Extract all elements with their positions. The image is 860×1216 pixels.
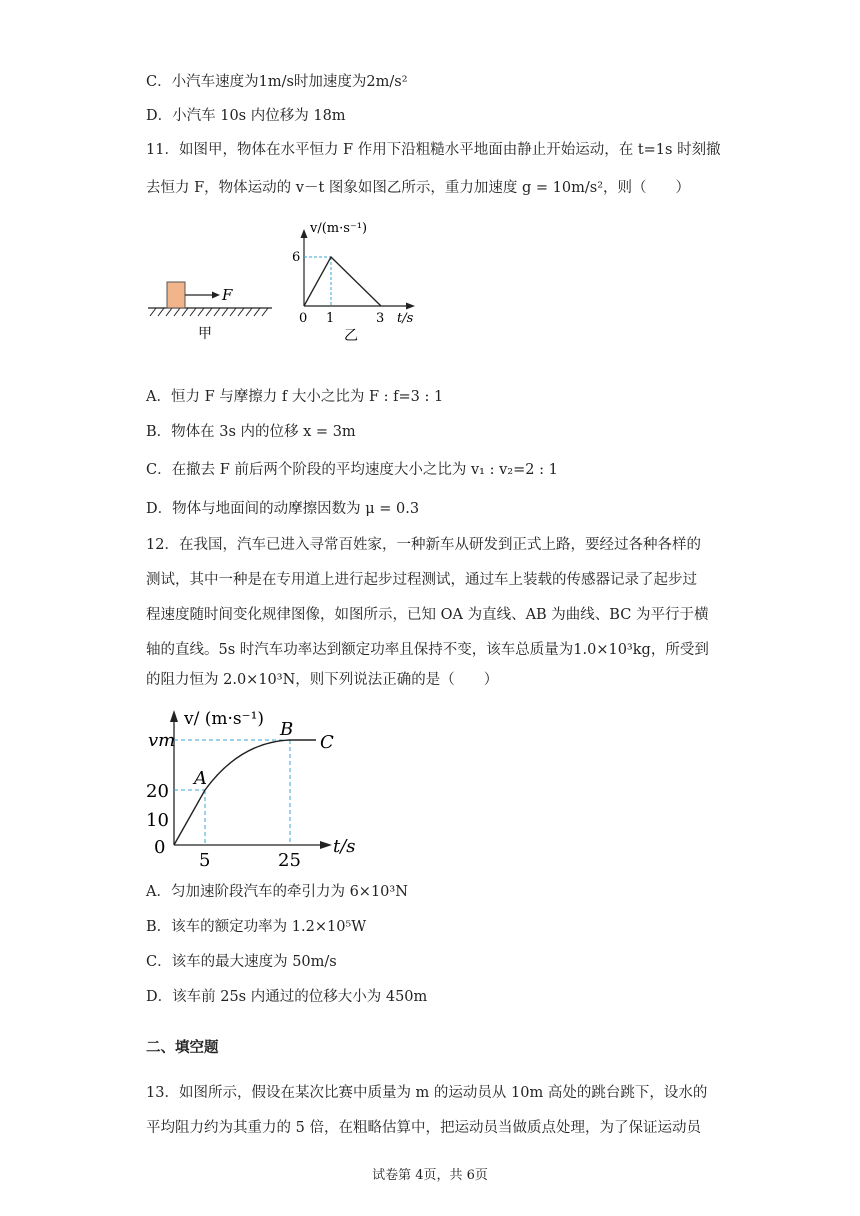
q12-stem-line5: 的阻力恒为 2.0×10³N，则下列说法正确的是（ ） — [146, 672, 499, 688]
q11-option-d: D．物体与地面间的动摩擦因数为 μ = 0.3 — [146, 501, 420, 517]
y-axis-label: v/(m·s⁻¹) — [310, 221, 368, 236]
figure-jia — [148, 282, 272, 342]
vt-graph-line — [304, 257, 381, 306]
vt-curve — [174, 740, 316, 845]
q12-option-a: A．匀加速阶段汽车的牵引力为 6×10³N — [146, 884, 408, 900]
q12-stem-line3: 程速度随时间变化规律图像，如图所示，已知 OA 为直线、AB 为曲线、BC 为平行于横 — [146, 607, 709, 623]
q11-figure — [140, 212, 440, 352]
point-b: B — [280, 719, 294, 740]
point-a: A — [194, 768, 207, 789]
q11-option-c: C．在撤去 F 前后两个阶段的平均速度大小之比为 v₁ : v₂=2 : 1 — [146, 462, 558, 478]
q12-stem-line2: 测试，其中一种是在专用道上进行起步过程测试，通过车上装载的传感器记录了起步过 — [146, 572, 697, 588]
q12-option-b: B．该车的额定功率为 1.2×10⁵W — [146, 919, 367, 935]
block — [167, 282, 185, 308]
page-footer: 试卷第 4页，共 6页 — [372, 1168, 488, 1183]
q12-option-c: C．该车的最大速度为 50m/s — [146, 954, 337, 970]
q11-option-b: B．物体在 3s 内的位移 x = 3m — [146, 424, 356, 440]
force-label: F — [222, 286, 233, 304]
q13-stem-line1: 13．如图所示，假设在某次比赛中质量为 m 的运动员从 10m 高处的跳台跳下，设水的 — [146, 1085, 708, 1101]
y-tick-10: 10 — [146, 810, 169, 831]
q10-option-d: D．小汽车 10s 内位移为 18m — [146, 108, 346, 124]
q12-stem-line1: 12．在我国，汽车已进入寻常百姓家，一种新车从研发到正式上路，要经过各种各样的 — [146, 537, 701, 553]
q11-stem-line2: 去恒力 F，物体运动的 v－t 图象如图乙所示，重力加速度 g = 10m/s²，则（ ） — [146, 180, 691, 196]
y-axis-label: v/ (m·s⁻¹) — [184, 709, 265, 729]
caption-jia: 甲 — [198, 326, 212, 342]
q10-option-c: C．小汽车速度为1m/s时加速度为2m/s² — [146, 74, 408, 90]
x-axis-label: t/s — [333, 836, 356, 857]
x-axis-label: t/s — [397, 311, 414, 326]
caption-yi: 乙 — [344, 328, 358, 344]
figure-yi — [292, 221, 415, 344]
y-tick-6: 6 — [292, 250, 301, 265]
y-tick-0: 0 — [154, 837, 166, 858]
x-tick-3: 3 — [376, 311, 385, 326]
point-c: C — [320, 732, 334, 753]
x-tick-5: 5 — [199, 850, 211, 870]
x-tick-25: 25 — [278, 850, 301, 870]
q12-figure — [140, 700, 380, 870]
q11-option-a: A．恒力 F 与摩擦力 f 大小之比为 F : f=3 : 1 — [146, 389, 444, 405]
y-tick-20: 20 — [146, 781, 169, 802]
q12-option-d: D．该车前 25s 内通过的位移大小为 450m — [146, 989, 428, 1005]
vm-label: vm — [148, 730, 176, 751]
x-tick-1: 1 — [326, 311, 335, 326]
q13-stem-line2: 平均阻力约为其重力的 5 倍，在粗略估算中，把运动员当做质点处理，为了保证运动员 — [146, 1120, 701, 1136]
q11-stem-line1: 11．如图甲，物体在水平恒力 F 作用下沿粗糙水平地面由静止开始运动，在 t=1s 时刻撤 — [146, 142, 721, 158]
x-tick-0: 0 — [299, 311, 308, 326]
section-heading: 二、填空题 — [146, 1040, 219, 1056]
q12-stem-line4: 轴的直线。5s 时汽车功率达到额定功率且保持不变，该车总质量为1.0×10³kg，所受到 — [146, 642, 709, 658]
